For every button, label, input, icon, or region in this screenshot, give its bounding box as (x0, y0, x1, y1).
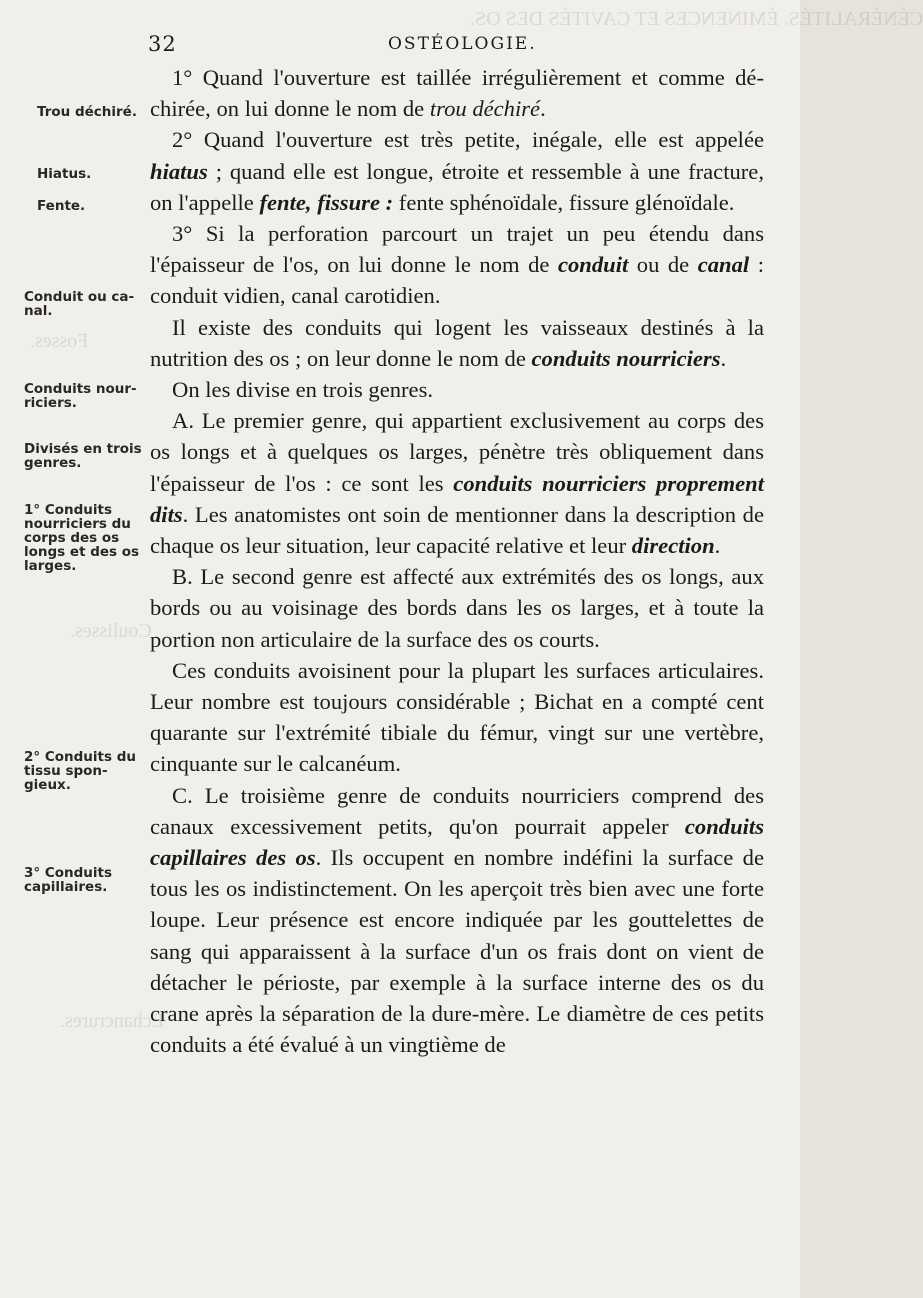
margin-note-hiatus: Hiatus. (37, 166, 92, 182)
margin-note-conduit-canal: Conduit ou ca- nal. (24, 289, 135, 319)
margin-note-divises: Divisés en trois genres. (24, 441, 142, 471)
body-text (150, 62, 764, 1061)
paragraph-troisieme-genre: C. Le troisième genre de conduits nourriciers comprend des canaux excessivement petits, qu'on pourrait appeler conduits capillaires des os. Ils occupent en nombre indéfini la surface de tous les os indistinctement. On les aperçoit très bien avec une forte loupe. Leur présence est encore indiquée par les gouttelettes de sang qui apparaissent à la surface d'un os frais dont on vient de détacher le périoste, par exemple à la surface interne des os du crane après la séparation de la dure-mère. Le diamètre de ces petits conduits a été évalué à un vingtième de (150, 782, 764, 1058)
margin-note-conduits-spongieux: 2° Conduits du tissu spon- gieux. (24, 749, 137, 793)
margin-note-conduits-capillaires: 3° Conduits capillaires. (24, 865, 113, 895)
paragraph-conduits-nourriciers: Il existe des conduits qui logent les vaisseaux destinés à la nutrition des os ; on leur donne le nom de conduits nourriciers. (150, 314, 764, 371)
page-header (0, 30, 800, 60)
margin-note-fente: Fente. (37, 198, 86, 214)
paragraph-hiatus-fente: 2° Quand l'ouverture est très petite, inégale, elle est appelée hiatus ; quand elle est longue, étroite et ressemble à une fracture, on l'appelle fente, fissure : fente sphénoïdale, fissure glénoïdale. (150, 127, 764, 215)
paragraph-trou-dechire: 1° Quand l'ouverture est taillée irrégulièrement et comme déchirée, on lui donne le nom de trou déchiré. (150, 65, 764, 122)
paragraph-conduit: 3° Si la perforation parcourt un trajet un peu étendu dans l'épaisseur de l'os, on lui donne le nom de conduit ou de canal : conduit vidien, canal carotidien. (150, 221, 764, 309)
paragraph-trois-genres: On les divise en trois genres. (172, 377, 434, 403)
paragraph-conduits-articulaires: Ces conduits avoisinent pour la plupart les surfaces articulaires. Leur nombre est toujours considérable ; Bichat en a compté cent quarante sur l'extrémité tibiale du fémur, vingt sur une vertèbre, cinquante sur le calcanéum. (150, 657, 764, 777)
show-through-text: Fosses. (30, 330, 89, 352)
show-through-text: Coulisses. (70, 620, 152, 642)
show-through-text: Echancrures. (60, 1010, 164, 1032)
show-through-text: CÉNÉRALITÉS. ÉMINENCES ET CAVITÉS DES OS. (470, 8, 923, 30)
paragraph-second-genre: B. Le second genre est affecté aux extrémités des os longs, aux bords ou au voisinage des bords dans les os larges, et à toute la portion non articulaire de la surface des os courts. (150, 564, 764, 652)
margin-note-conduits-propres: 1° Conduits nourriciers du corps des os longs et des os larges. (24, 502, 140, 574)
page-number: 32 (148, 32, 177, 56)
margin-note-trou-dechire: Trou déchiré. (37, 104, 137, 120)
running-title: OSTÉOLOGIE. (388, 34, 537, 54)
margin-note-conduits-nourriciers: Conduits nour- riciers. (24, 381, 137, 411)
paragraph-premier-genre: A. Le premier genre, qui appartient exclusivement au corps des os longs et à quelques os larges, pénètre très obliquement dans l'épaisseur de l'os : ce sont les conduits nourriciers proprement dits. Les anatomistes ont soin de mentionner dans la description de chaque os leur situation, leur capacité relative et leur direction. (150, 408, 764, 559)
